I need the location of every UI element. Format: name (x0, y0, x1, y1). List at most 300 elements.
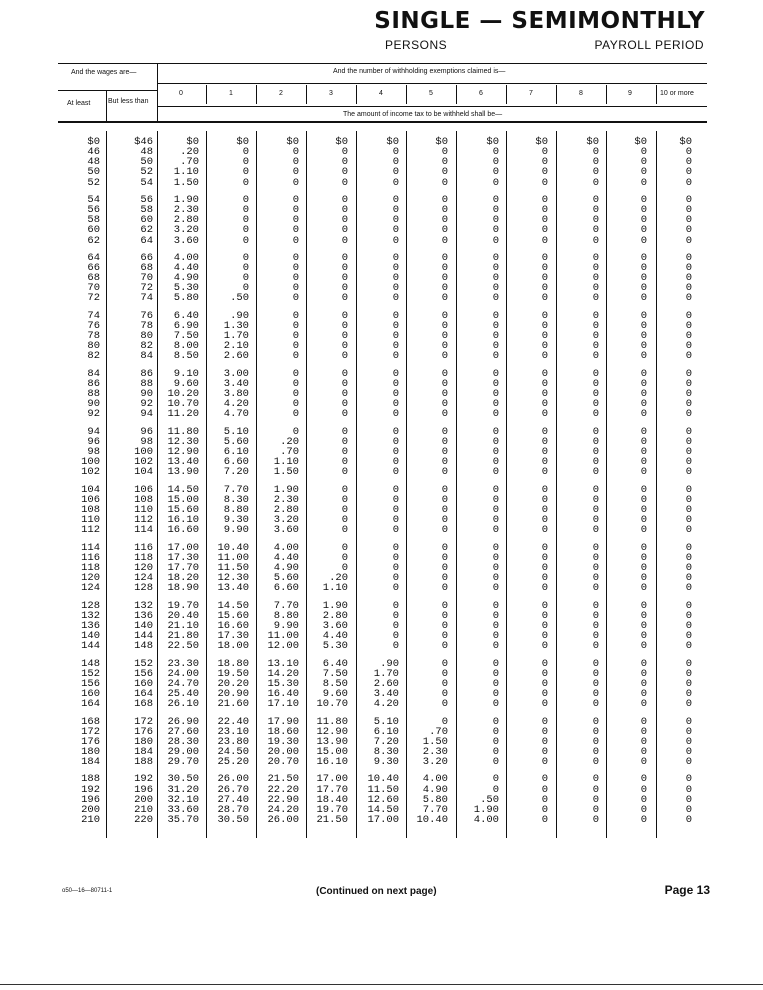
table-cell: 0 (592, 725, 599, 738)
table-cell: 0 (392, 193, 399, 206)
row-group (267, 253, 299, 304)
table-cell: 20.70 (267, 756, 299, 769)
table-column-but_less (134, 137, 153, 832)
table-cell: 92 (140, 398, 153, 411)
table-cell: 0 (592, 340, 599, 353)
table-cell: 0 (640, 234, 647, 247)
table-cell: 0 (492, 619, 499, 632)
row-group (679, 137, 692, 188)
table-cell: 17.30 (217, 630, 249, 643)
table-cell: 98 (87, 446, 100, 459)
table-cell: 220 (134, 814, 153, 827)
table-cell: 0 (592, 377, 599, 390)
table-cell: 0 (592, 388, 599, 401)
table-cell: 14.50 (367, 803, 399, 816)
row-group (474, 195, 499, 246)
table-cell: 0 (541, 551, 548, 564)
row-group (634, 601, 647, 652)
table-cell: 0 (392, 582, 399, 595)
table-cell: 4.00 (422, 773, 448, 786)
table-cell: 3.20 (422, 756, 448, 769)
table-cell: 9.60 (322, 688, 348, 700)
table-cell: 17.30 (167, 551, 199, 564)
table-cell: 0 (392, 446, 399, 459)
body-col-divider (356, 131, 357, 838)
table-cell: 0 (341, 234, 348, 247)
table-cell: 0 (592, 176, 599, 189)
table-cell: 82 (87, 350, 100, 363)
table-cell: 4.40 (173, 262, 199, 275)
exemption-col-header: 4 (379, 90, 383, 97)
exemption-col-header: 1 (229, 90, 233, 97)
table-cell: 0 (640, 541, 647, 554)
table-cell: 0 (640, 193, 647, 206)
table-cell: 156 (134, 667, 153, 680)
body-col-divider (506, 131, 507, 838)
table-cell: 10.40 (217, 541, 249, 554)
table-cell: 0 (685, 561, 692, 574)
table-cell: 0 (441, 272, 448, 285)
table-cell: 7.70 (223, 483, 249, 496)
table-cell: 7.50 (322, 667, 348, 680)
table-cell: 0 (441, 435, 448, 448)
table-cell: 0 (685, 677, 692, 690)
table-cell: 0 (292, 204, 299, 217)
exemption-col-header: 7 (529, 90, 533, 97)
table-cell: 0 (592, 446, 599, 459)
table-cell: 0 (640, 204, 647, 217)
table-cell: 0 (292, 320, 299, 332)
row-group (474, 543, 499, 594)
row-group (416, 253, 448, 304)
table-cell: 0 (392, 425, 399, 438)
table-cell: 0 (341, 156, 348, 169)
table-cell: 0 (640, 146, 647, 159)
row-group (474, 427, 499, 478)
row-group (134, 369, 153, 420)
table-cell: 0 (685, 446, 692, 459)
table-cell: 17.10 (267, 698, 299, 711)
table-cell: 56 (87, 204, 100, 217)
table-cell: 3.00 (223, 367, 249, 380)
row-group (217, 485, 249, 536)
table-cell: 128 (134, 582, 153, 595)
table-cell: 0 (341, 466, 348, 479)
table-cell: 0 (640, 756, 647, 769)
table-cell: 0 (640, 551, 647, 564)
table-cell: 0 (640, 214, 647, 227)
row-group (679, 601, 692, 652)
table-cell: 0 (592, 803, 599, 816)
table-cell: 0 (392, 330, 399, 343)
table-cell: 0 (640, 640, 647, 653)
table-cell: 0 (441, 657, 448, 670)
row-group (81, 601, 100, 652)
table-cell: 0 (492, 773, 499, 786)
row-group (81, 195, 100, 246)
header-col-divider (406, 85, 407, 104)
table-cell: 20.00 (267, 745, 299, 758)
table-cell: 0 (541, 224, 548, 237)
row-group (586, 195, 599, 246)
header-rule-top (58, 63, 707, 64)
table-cell: 0 (685, 793, 692, 806)
table-cell: $0 (586, 136, 599, 148)
row-group (535, 485, 548, 536)
table-cell: 0 (640, 340, 647, 353)
table-cell: 8.50 (322, 677, 348, 690)
table-cell: 0 (341, 193, 348, 206)
table-cell: 0 (541, 493, 548, 506)
table-cell: .90 (230, 309, 249, 322)
table-cell: 0 (640, 814, 647, 827)
table-cell: 14.20 (267, 667, 299, 680)
row-group (367, 543, 399, 594)
row-group (217, 543, 249, 594)
table-cell: 0 (492, 657, 499, 670)
table-cell: 0 (392, 282, 399, 295)
table-cell: 0 (640, 398, 647, 411)
table-cell: 0 (341, 504, 348, 516)
table-cell: 0 (292, 146, 299, 159)
table-cell: 74 (87, 309, 100, 322)
table-cell: 0 (441, 446, 448, 459)
table-cell: 19.70 (316, 803, 348, 816)
table-cell: 1.90 (173, 193, 199, 206)
table-cell: 4.00 (473, 814, 499, 827)
row-group (134, 774, 153, 825)
table-cell: 76 (87, 320, 100, 332)
table-cell: 0 (292, 272, 299, 285)
exemption-col-header: 8 (579, 90, 583, 97)
row-group (679, 774, 692, 825)
table-cell: 0 (592, 561, 599, 574)
table-cell: 144 (134, 630, 153, 643)
table-cell: 1.50 (422, 735, 448, 748)
row-group (134, 137, 153, 188)
table-cell: 0 (592, 783, 599, 796)
table-cell: 0 (541, 745, 548, 758)
table-cell: 0 (392, 483, 399, 496)
row-group (586, 543, 599, 594)
table-cell: 0 (341, 340, 348, 353)
row-group (167, 369, 199, 420)
row-group (81, 369, 100, 420)
table-cell: 0 (640, 677, 647, 690)
row-group (316, 543, 348, 594)
table-cell: 0 (392, 435, 399, 448)
table-cell: 86 (140, 367, 153, 380)
table-cell: 35.70 (167, 814, 199, 827)
table-cell: 0 (492, 745, 499, 758)
table-cell: 0 (341, 367, 348, 380)
table-cell: 0 (441, 456, 448, 469)
table-cell: 82 (140, 340, 153, 353)
table-cell: 2.30 (273, 493, 299, 506)
table-cell: 0 (685, 688, 692, 700)
table-cell: 0 (341, 524, 348, 537)
table-cell: 0 (392, 504, 399, 516)
table-cell: 0 (392, 224, 399, 237)
table-cell: 0 (541, 640, 548, 653)
table-cell: 0 (492, 493, 499, 506)
table-cell: 26.00 (217, 773, 249, 786)
table-cell: 17.00 (167, 541, 199, 554)
table-cell: 0 (441, 398, 448, 411)
table-cell: 0 (592, 214, 599, 227)
table-cell: 0 (492, 456, 499, 469)
table-cell: 76 (140, 309, 153, 322)
table-cell: 22.50 (167, 640, 199, 653)
table-cell: 0 (592, 350, 599, 363)
table-cell: 5.80 (173, 292, 199, 305)
table-cell: 7.20 (373, 735, 399, 748)
table-cell: 0 (592, 398, 599, 411)
table-cell: 5.30 (322, 640, 348, 653)
table-cell: 0 (541, 466, 548, 479)
table-cell: 0 (441, 541, 448, 554)
table-cell: 64 (140, 234, 153, 247)
table-cell: 0 (441, 408, 448, 421)
table-cell: 0 (685, 756, 692, 769)
table-cell: 1.50 (273, 466, 299, 479)
table-cell: 50 (140, 156, 153, 169)
table-cell: 9.30 (223, 514, 249, 527)
row-group (267, 427, 299, 478)
row-group (535, 311, 548, 362)
table-cell: 0 (492, 735, 499, 748)
table-cell: 100 (81, 456, 100, 469)
row-group (586, 369, 599, 420)
row-group (316, 427, 348, 478)
table-cell: 18.40 (316, 793, 348, 806)
row-group (217, 137, 249, 188)
table-cell: 20.40 (167, 609, 199, 622)
header-divider-atleast (106, 90, 107, 121)
table-cell: 0 (292, 350, 299, 363)
table-cell: 0 (341, 541, 348, 554)
table-cell: 16.60 (167, 524, 199, 537)
table-cell: 0 (541, 483, 548, 496)
table-cell: 15.30 (267, 677, 299, 690)
header-rule-amount-top (157, 106, 707, 107)
row-group (81, 485, 100, 536)
table-cell: 0 (640, 446, 647, 459)
row-group (679, 427, 692, 478)
table-cell: 4.90 (273, 561, 299, 574)
row-group (634, 717, 647, 768)
table-cell: 17.70 (316, 783, 348, 796)
table-cell: 0 (492, 193, 499, 206)
table-column-col1 (217, 137, 249, 832)
table-cell: 2.30 (422, 745, 448, 758)
row-group (367, 427, 399, 478)
table-cell: 0 (685, 466, 692, 479)
row-group (535, 717, 548, 768)
row-group (316, 485, 348, 536)
table-cell: 0 (685, 309, 692, 322)
table-cell: 0 (640, 272, 647, 285)
exemption-col-header: 3 (329, 90, 333, 97)
table-column-col0 (167, 137, 199, 832)
table-cell: 0 (541, 408, 548, 421)
table-cell: 72 (87, 292, 100, 305)
table-cell: 80 (140, 330, 153, 343)
row-group (634, 369, 647, 420)
table-cell: 0 (685, 715, 692, 728)
table-cell: 0 (685, 456, 692, 469)
table-cell: 0 (392, 640, 399, 653)
table-cell: 0 (541, 262, 548, 275)
table-cell: 17.90 (267, 715, 299, 728)
table-cell: 0 (441, 483, 448, 496)
row-group (586, 774, 599, 825)
table-cell: 0 (592, 493, 599, 506)
table-cell: 0 (541, 657, 548, 670)
table-cell: 0 (640, 803, 647, 816)
row-group (416, 485, 448, 536)
table-cell: 0 (441, 377, 448, 390)
table-column-at_least (81, 137, 100, 832)
table-cell: 0 (640, 609, 647, 622)
table-cell: $0 (186, 136, 199, 148)
table-cell: 0 (341, 309, 348, 322)
table-cell: 11.50 (217, 561, 249, 574)
row-group (416, 195, 448, 246)
table-cell: 0 (341, 204, 348, 217)
table-cell: 29.00 (167, 745, 199, 758)
table-cell: 0 (592, 572, 599, 585)
table-cell: 0 (492, 435, 499, 448)
table-cell: 60 (87, 224, 100, 237)
table-cell: 6.40 (322, 657, 348, 670)
table-cell: 0 (492, 146, 499, 159)
table-cell: 0 (685, 514, 692, 527)
header-col-divider (656, 85, 657, 104)
row-group (416, 659, 448, 710)
header-col-divider (256, 85, 257, 104)
table-cell: 0 (640, 524, 647, 537)
table-cell: 94 (87, 425, 100, 438)
row-group (679, 311, 692, 362)
table-cell: 120 (81, 572, 100, 585)
table-cell: 0 (292, 282, 299, 295)
table-cell: 60 (140, 214, 153, 227)
table-cell: 0 (492, 446, 499, 459)
table-cell: 0 (541, 524, 548, 537)
table-cell: 112 (81, 524, 100, 537)
table-cell: 0 (640, 176, 647, 189)
table-cell: 0 (640, 715, 647, 728)
table-cell: 0 (441, 309, 448, 322)
table-cell: 2.80 (173, 214, 199, 227)
row-group (535, 659, 548, 710)
table-cell: 62 (140, 224, 153, 237)
table-cell: 0 (441, 514, 448, 527)
row-group (267, 717, 299, 768)
row-group (217, 253, 249, 304)
wages-label: And the wages are— (71, 69, 137, 76)
table-cell: 0 (640, 292, 647, 305)
table-cell: 28.70 (217, 803, 249, 816)
table-cell: 0 (541, 609, 548, 622)
table-cell: 120 (134, 561, 153, 574)
table-cell: 0 (640, 456, 647, 469)
table-cell: 11.00 (267, 630, 299, 643)
row-group (634, 485, 647, 536)
table-cell: 1.90 (473, 803, 499, 816)
table-cell: $0 (335, 136, 348, 148)
table-cell: 0 (592, 599, 599, 612)
table-cell: 68 (140, 262, 153, 275)
table-cell: 0 (640, 599, 647, 612)
row-group (679, 369, 692, 420)
table-cell: 0 (685, 262, 692, 275)
table-cell: 48 (140, 146, 153, 159)
table-cell: 4.40 (322, 630, 348, 643)
table-cell: 0 (541, 398, 548, 411)
table-cell: 0 (640, 388, 647, 401)
table-cell: 0 (441, 677, 448, 690)
table-cell: 0 (492, 262, 499, 275)
table-cell: $0 (236, 136, 249, 148)
table-cell: 0 (492, 166, 499, 179)
table-cell: 200 (81, 803, 100, 816)
table-cell: 0 (541, 582, 548, 595)
table-cell: 9.90 (273, 619, 299, 632)
table-cell: 0 (392, 156, 399, 169)
table-cell: 28.30 (167, 735, 199, 748)
table-cell: 0 (392, 408, 399, 421)
table-cell: 0 (492, 320, 499, 332)
table-cell: 0 (640, 514, 647, 527)
table-cell: 0 (592, 630, 599, 643)
row-group (134, 195, 153, 246)
table-cell: 0 (392, 398, 399, 411)
table-cell: 0 (685, 367, 692, 380)
table-cell: 0 (592, 715, 599, 728)
table-cell: 0 (592, 667, 599, 680)
body-col-divider (656, 131, 657, 838)
table-cell: 0 (441, 146, 448, 159)
table-cell: 4.00 (173, 251, 199, 264)
table-cell: 0 (492, 582, 499, 595)
table-cell: 0 (392, 551, 399, 564)
table-cell: 0 (392, 292, 399, 305)
persons-label: PERSONS (385, 38, 448, 52)
table-cell: 5.10 (223, 425, 249, 438)
table-cell: 0 (685, 350, 692, 363)
table-cell: 62 (87, 234, 100, 247)
table-cell: 0 (341, 425, 348, 438)
table-cell: 114 (81, 541, 100, 554)
table-cell: 132 (134, 599, 153, 612)
table-cell: $0 (435, 136, 448, 148)
table-cell: 0 (341, 388, 348, 401)
table-cell: 0 (392, 377, 399, 390)
table-cell: 0 (341, 561, 348, 574)
table-cell: 136 (134, 609, 153, 622)
table-cell: 0 (541, 630, 548, 643)
table-cell: 0 (592, 272, 599, 285)
table-cell: $0 (87, 136, 100, 148)
row-group (679, 659, 692, 710)
row-group (679, 253, 692, 304)
row-group (586, 717, 599, 768)
table-cell: 16.10 (167, 514, 199, 527)
table-cell: 180 (81, 745, 100, 758)
table-cell: .50 (230, 292, 249, 305)
